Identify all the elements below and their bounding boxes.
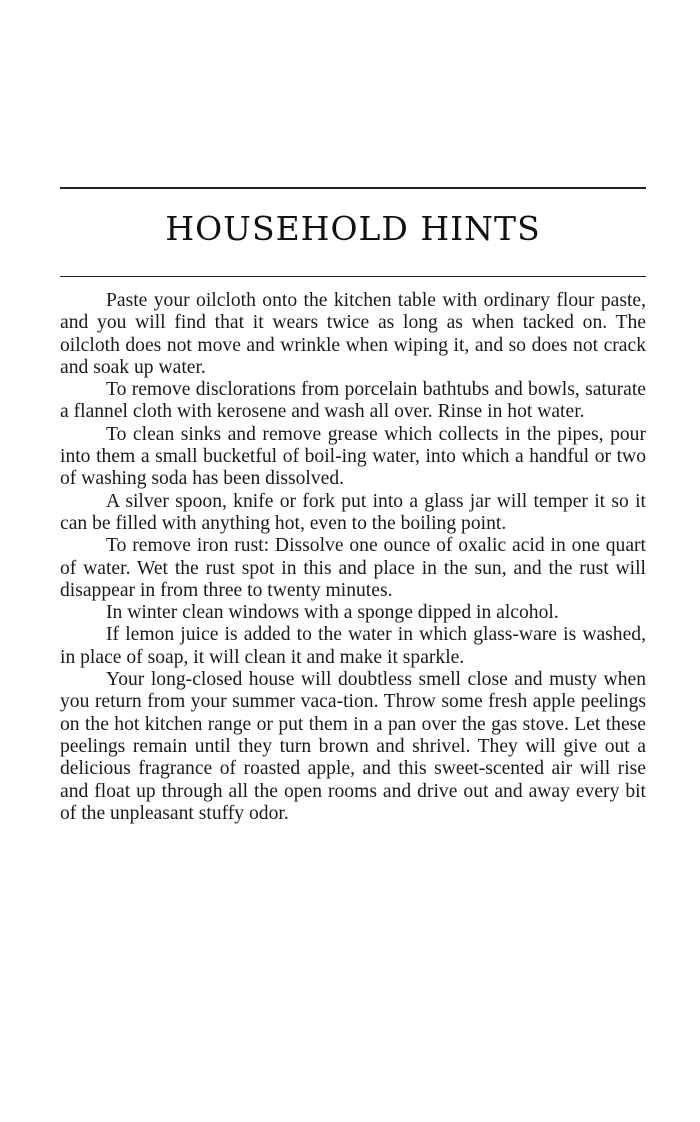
paragraph-lemon-juice: If lemon juice is added to the water in which glass-ware is washed, in place of soap, it will clean it and make it sparkle. (60, 624, 646, 668)
paragraph-bathtubs: To remove disclorations from porcelain bathtubs and bowls, saturate a flannel cloth with kerosene and wash all over. Rinse in hot water. (60, 379, 646, 423)
paragraph-iron-rust: To remove iron rust: Dissolve one ounce of oxalic acid in one quart of water. Wet the rust spot in this and place in the sun, and the rust will disappear in from three to twenty minutes. (60, 535, 646, 601)
paragraph-silver-spoon: A silver spoon, knife or fork put into a glass jar will temper it so it can be filled with anything hot, even to the boiling point. (60, 490, 646, 534)
title-rule-top (60, 187, 646, 189)
title-rule-bottom (60, 276, 646, 277)
paragraph-apple-peelings: Your long-closed house will doubtless smell close and musty when you return from your summer vaca-tion. Throw some fresh apple peelings on the hot kitchen range or put them in a pan over the gas stove. Let these peelings remain until they turn brown and shrivel. They will give out a delicious fragrance of roasted apple, and this sweet-scented air will rise and float up through all the open rooms and drive out and away every bit of the unpleasant stuffy odor. (60, 669, 646, 824)
paragraph-windows: In winter clean windows with a sponge dipped in alcohol. (106, 602, 559, 624)
page-title: HOUSEHOLD HINTS (165, 209, 541, 248)
paragraph-sinks: To clean sinks and remove grease which collects in the pipes, pour into them a small bucketful of boil-ing water, into which a handful or two of washing soda has been dissolved. (60, 423, 646, 490)
hints-body (60, 290, 646, 825)
paragraph-oilcloth: Paste your oilcloth onto the kitchen table with ordinary flour paste, and you will find that it wears twice as long as when tacked on. The oilcloth does not move and wrinkle when wiping it, and so does not crack and soak up water. (60, 290, 646, 378)
